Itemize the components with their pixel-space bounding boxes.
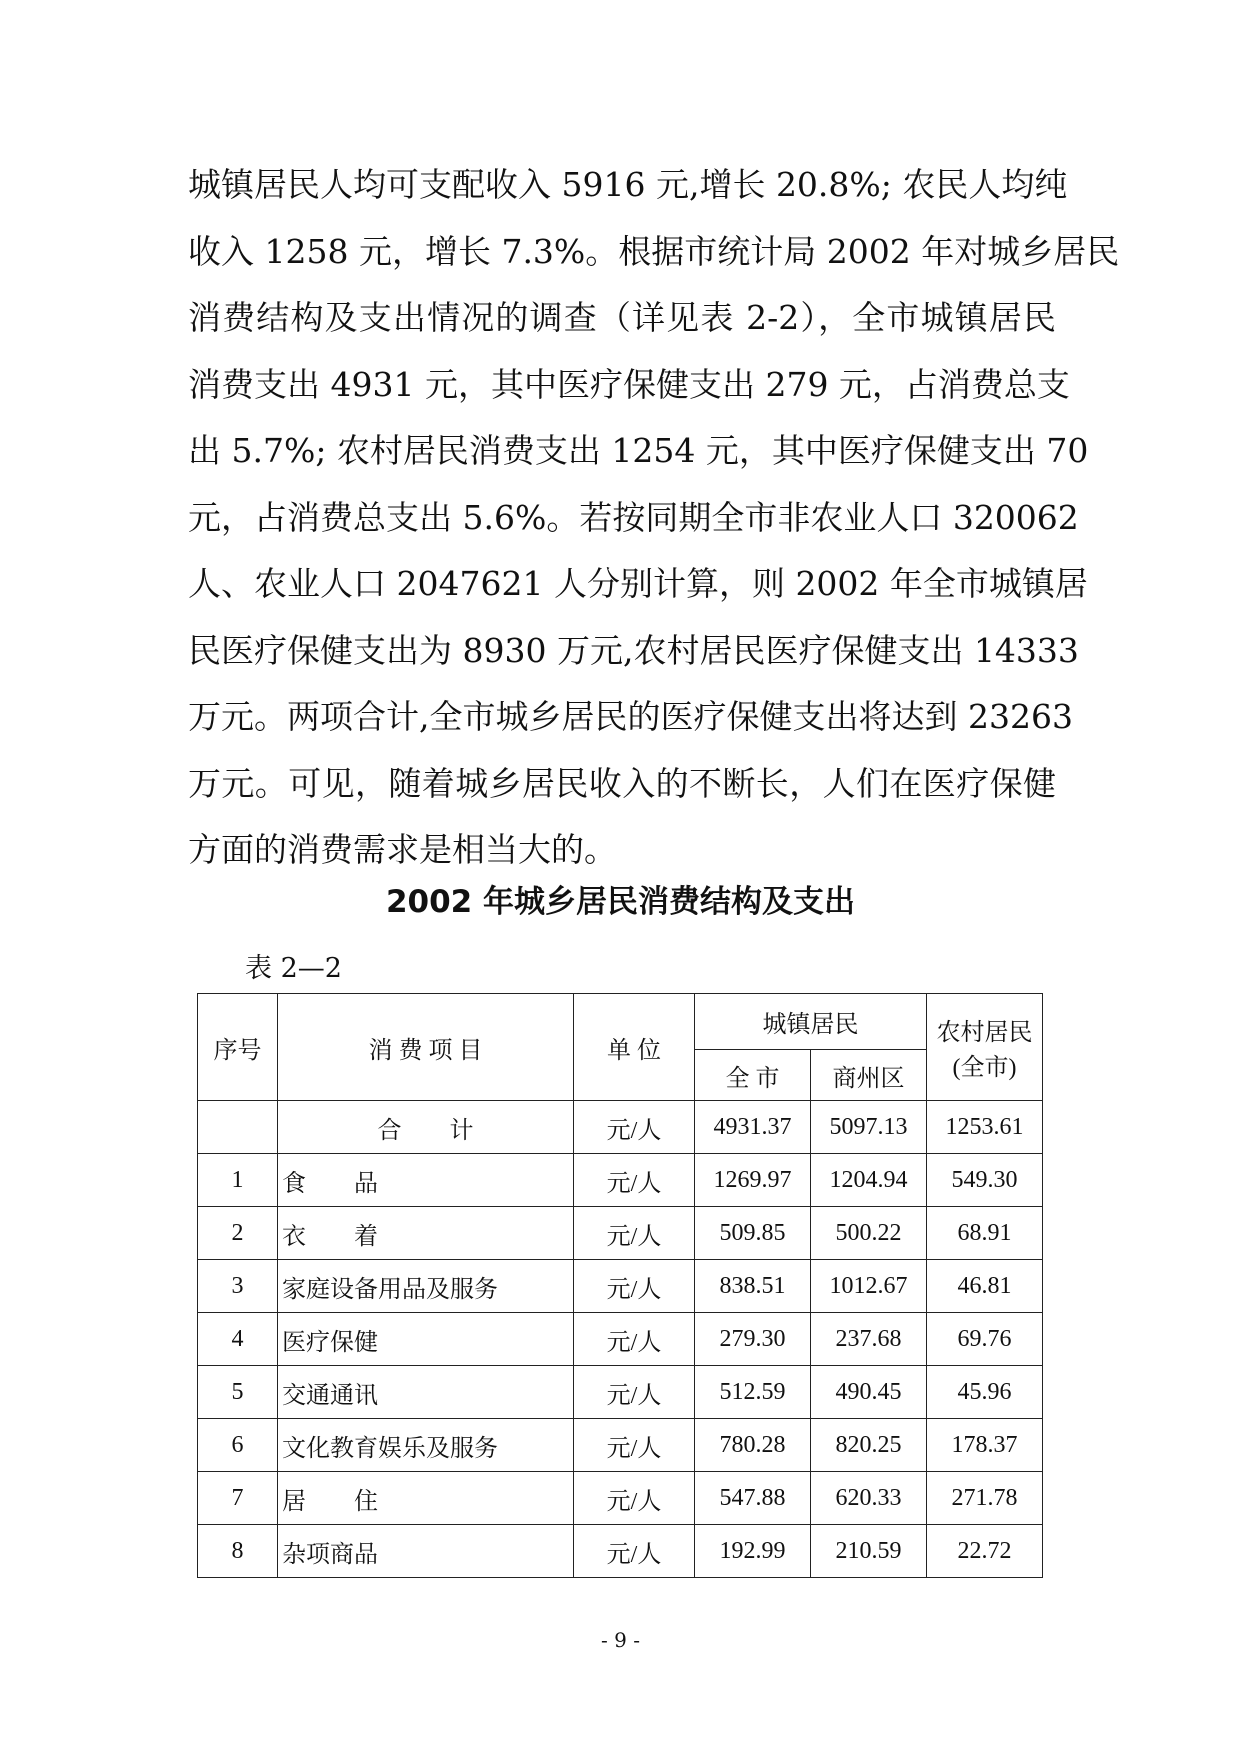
cell-unit: 元/人: [574, 1207, 695, 1260]
cell-shangzhou: 237.68: [811, 1313, 927, 1366]
paragraph-line: 万元。可见，随着城乡居民收入的不断长，人们在医疗保健: [188, 763, 1056, 803]
cell-rural: 69.76: [927, 1313, 1043, 1366]
cell-city: 1269.97: [695, 1154, 811, 1207]
cell-item: 交通通讯: [278, 1366, 574, 1419]
table-number: 表 2—2: [245, 953, 342, 984]
cell-rural: 22.72: [927, 1525, 1043, 1578]
paragraph-line: 收入 1258 元，增长 7.3%。根据市统计局 2002 年对城乡居民: [188, 231, 1120, 271]
table-row: [198, 1472, 1043, 1525]
cell-rural: 68.91: [927, 1207, 1043, 1260]
paragraph-line: 消费支出 4931 元，其中医疗保健支出 279 元，占消费总支: [188, 364, 1070, 404]
cell-seq: 4: [198, 1313, 278, 1366]
cell-rural: 45.96: [927, 1366, 1043, 1419]
cell-city: 547.88: [695, 1472, 811, 1525]
table-row: [198, 1313, 1043, 1366]
cell-item: 食 品: [278, 1154, 574, 1207]
cell-shangzhou: 500.22: [811, 1207, 927, 1260]
cell-item: 文化教育娱乐及服务: [278, 1419, 574, 1472]
cell-shangzhou: 490.45: [811, 1366, 927, 1419]
paragraph-line: 万元。两项合计,全市城乡居民的医疗保健支出将达到 23263: [188, 697, 1073, 736]
page-number: - 9 -: [601, 1628, 640, 1652]
header-urban-city: 全 市: [695, 1050, 811, 1101]
header-seq: 序号: [198, 994, 278, 1101]
cell-unit: 元/人: [574, 1366, 695, 1419]
total-seq: [198, 1101, 278, 1154]
table-row: [198, 1207, 1043, 1260]
cell-city: 192.99: [695, 1525, 811, 1578]
table-row: [198, 1260, 1043, 1313]
paragraph-line: 方面的消费需求是相当大的。: [188, 830, 617, 869]
cell-shangzhou: 1204.94: [811, 1154, 927, 1207]
cell-seq: 1: [198, 1154, 278, 1207]
total-rural: 1253.61: [927, 1101, 1043, 1154]
paragraph-line: 元，占消费总支出 5.6%。若按同期全市非农业人口 320062: [188, 497, 1079, 537]
cell-unit: 元/人: [574, 1525, 695, 1578]
cell-unit: 元/人: [574, 1260, 695, 1313]
cell-unit: 元/人: [574, 1419, 695, 1472]
cell-seq: 8: [198, 1525, 278, 1578]
cell-item: 衣 着: [278, 1207, 574, 1260]
paragraph-line: 民医疗保健支出为 8930 万元,农村居民医疗保健支出 14333: [188, 630, 1079, 670]
total-unit: 元/人: [574, 1101, 695, 1154]
cell-city: 279.30: [695, 1313, 811, 1366]
cell-city: 838.51: [695, 1260, 811, 1313]
cell-seq: 3: [198, 1260, 278, 1313]
cell-unit: 元/人: [574, 1472, 695, 1525]
cell-seq: 5: [198, 1366, 278, 1419]
body-paragraph: [188, 152, 1120, 884]
paragraph-line: 人、农业人口 2047621 人分别计算，则 2002 年全市城镇居: [188, 564, 1088, 603]
cell-item: 医疗保健: [278, 1313, 574, 1366]
cell-item: 杂项商品: [278, 1525, 574, 1578]
cell-rural: 549.30: [927, 1154, 1043, 1207]
paragraph-line: 城镇居民人均可支配收入 5916 元,增长 20.8%; 农民人均纯: [188, 165, 1068, 204]
paragraph-line: 出 5.7%; 农村居民消费支出 1254 元，其中医疗保健支出 70: [188, 431, 1089, 470]
cell-item: 家庭设备用品及服务: [278, 1260, 574, 1313]
cell-seq: 7: [198, 1472, 278, 1525]
cell-seq: 6: [198, 1419, 278, 1472]
header-rural: 农村居民(全市): [927, 994, 1043, 1101]
table-row: [198, 1419, 1043, 1472]
cell-rural: 178.37: [927, 1419, 1043, 1472]
cell-unit: 元/人: [574, 1154, 695, 1207]
cell-shangzhou: 820.25: [811, 1419, 927, 1472]
cell-rural: 271.78: [927, 1472, 1043, 1525]
cell-city: 509.85: [695, 1207, 811, 1260]
total-shangzhou: 5097.13: [811, 1101, 927, 1154]
total-city: 4931.37: [695, 1101, 811, 1154]
cell-seq: 2: [198, 1207, 278, 1260]
cell-city: 780.28: [695, 1419, 811, 1472]
table-total-row: [198, 1101, 1043, 1154]
cell-city: 512.59: [695, 1366, 811, 1419]
table-row: [198, 1154, 1043, 1207]
table-header-row: [198, 994, 1043, 1050]
cell-shangzhou: 210.59: [811, 1525, 927, 1578]
cell-shangzhou: 620.33: [811, 1472, 927, 1525]
table-row: [198, 1525, 1043, 1578]
cell-unit: 元/人: [574, 1313, 695, 1366]
consumption-table: [197, 993, 1043, 1578]
header-item: 消 费 项 目: [278, 994, 574, 1101]
header-unit: 单 位: [574, 994, 695, 1101]
table-title: 2002 年城乡居民消费结构及支出: [385, 884, 856, 920]
total-label: 合 计: [278, 1101, 574, 1154]
header-urban: 城镇居民: [695, 994, 927, 1050]
paragraph-line: 消费结构及支出情况的调查（详见表 2-2），全市城镇居民: [188, 298, 1056, 337]
cell-rural: 46.81: [927, 1260, 1043, 1313]
table-row: [198, 1366, 1043, 1419]
header-urban-shangzhou: 商州区: [811, 1050, 927, 1101]
cell-shangzhou: 1012.67: [811, 1260, 927, 1313]
cell-item: 居 住: [278, 1472, 574, 1525]
